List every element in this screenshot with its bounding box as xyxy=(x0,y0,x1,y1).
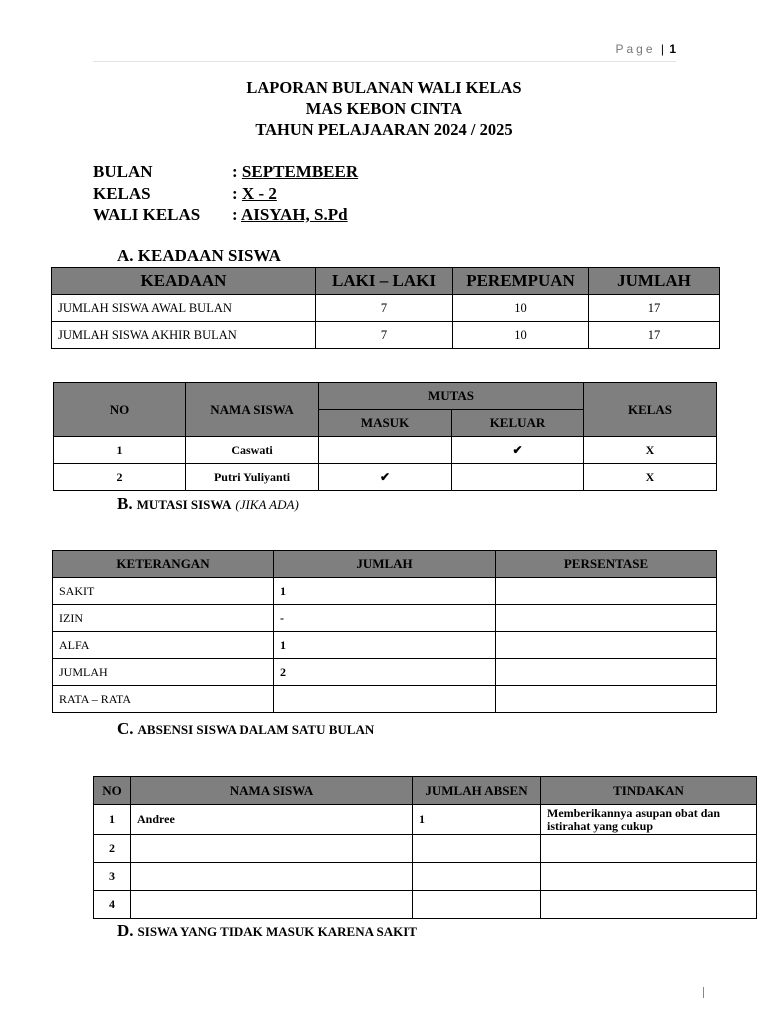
table-header-row xyxy=(52,268,720,295)
jumlah-absen-cell xyxy=(413,863,541,891)
masuk-check: ✔ xyxy=(319,464,452,491)
masuk-check xyxy=(319,437,452,464)
table-row xyxy=(52,295,720,322)
nama-cell: Andree xyxy=(131,805,413,835)
col-header-keluar: KELUAR xyxy=(452,410,584,437)
section-c-title xyxy=(117,719,374,739)
report-title-line-1: LAPORAN BULANAN WALI KELAS xyxy=(246,78,522,97)
info-kelas-label: KELAS xyxy=(93,184,151,203)
no-cell: 2 xyxy=(54,464,186,491)
table-header-row xyxy=(94,777,757,805)
section-d-label: SISWA YANG TIDAK MASUK KARENA SAKIT xyxy=(137,924,417,939)
section-d-title xyxy=(117,921,417,941)
info-kelas-value: X - 2 xyxy=(241,184,277,203)
table-row xyxy=(54,464,717,491)
info-wali: WALI KELAS : AISYAH, S.Pd xyxy=(93,205,348,224)
info-bulan: BULAN : SEPTEMBEER xyxy=(93,162,359,181)
keluar-check xyxy=(452,464,584,491)
page-label: Page xyxy=(615,42,656,56)
table-header-row xyxy=(54,383,717,410)
keterangan-cell: JUMLAH xyxy=(53,659,274,686)
table-row xyxy=(52,322,720,349)
no-cell: 1 xyxy=(94,805,131,835)
table-row xyxy=(54,437,717,464)
jumlah-cell: - xyxy=(274,605,496,632)
tindakan-cell xyxy=(541,891,757,919)
keluar-check: ✔ xyxy=(452,437,584,464)
persentase-cell xyxy=(496,659,717,686)
perempuan-cell: 10 xyxy=(453,322,589,349)
nama-cell: Putri Yuliyanti xyxy=(186,464,319,491)
keadaan-cell: JUMLAH SISWA AWAL BULAN xyxy=(52,295,316,322)
siswa-sakit-table xyxy=(93,776,757,919)
jumlah-absen-cell xyxy=(413,891,541,919)
info-bulan-value: SEPTEMBEER xyxy=(241,162,359,181)
report-title-line-2: MAS KEBON CINTA xyxy=(305,99,463,118)
laki-cell: 7 xyxy=(316,322,453,349)
table-header-row xyxy=(53,551,717,578)
perempuan-cell: 10 xyxy=(453,295,589,322)
col-header-tindakan: TINDAKAN xyxy=(541,777,757,805)
table-row xyxy=(53,632,717,659)
jumlah-cell: 1 xyxy=(274,578,496,605)
jumlah-cell xyxy=(274,686,496,713)
col-header-jumlah: JUMLAH xyxy=(589,268,720,295)
nama-cell xyxy=(131,863,413,891)
keterangan-cell: IZIN xyxy=(53,605,274,632)
section-b-title xyxy=(117,494,299,514)
kelas-cell: X xyxy=(584,464,717,491)
col-header-masuk: MASUK xyxy=(319,410,452,437)
persentase-cell xyxy=(496,686,717,713)
keterangan-cell: SAKIT xyxy=(53,578,274,605)
persentase-cell xyxy=(496,578,717,605)
jumlah-cell: 1 xyxy=(274,632,496,659)
info-kelas: KELAS : X - 2 xyxy=(93,184,277,203)
col-header-perempuan: PEREMPUAN xyxy=(453,268,589,295)
nama-cell xyxy=(131,835,413,863)
no-cell: 2 xyxy=(94,835,131,863)
nama-cell: Caswati xyxy=(186,437,319,464)
laki-cell: 7 xyxy=(316,295,453,322)
report-title-line-3: TAHUN PELAJAARAN 2024 / 2025 xyxy=(255,120,513,139)
no-cell: 3 xyxy=(94,863,131,891)
section-c-letter: C. xyxy=(117,719,134,738)
col-header-persentase: PERSENTASE xyxy=(496,551,717,578)
persentase-cell xyxy=(496,605,717,632)
tindakan-cell xyxy=(541,835,757,863)
page-separator: | xyxy=(660,42,664,56)
section-c-label: ABSENSI SISWA DALAM SATU BULAN xyxy=(137,722,375,737)
section-a-title: A. KEADAAN SISWA xyxy=(117,246,281,265)
table-row xyxy=(94,835,757,863)
persentase-cell xyxy=(496,632,717,659)
section-d-letter: D. xyxy=(117,921,134,940)
nama-cell xyxy=(131,891,413,919)
info-wali-label: WALI KELAS xyxy=(93,205,201,224)
jumlah-absen-cell xyxy=(413,835,541,863)
no-cell: 4 xyxy=(94,891,131,919)
info-wali-value: AISYAH, S.Pd xyxy=(240,205,348,224)
page-header xyxy=(93,42,676,62)
kelas-cell: X xyxy=(584,437,717,464)
table-row xyxy=(53,659,717,686)
table-row xyxy=(53,578,717,605)
col-header-nama: NAMA SISWA xyxy=(131,777,413,805)
table-row xyxy=(53,686,717,713)
table-row xyxy=(53,605,717,632)
col-header-no: NO xyxy=(94,777,131,805)
info-bulan-label: BULAN xyxy=(93,162,153,181)
col-header-nama: NAMA SISWA xyxy=(186,383,319,437)
jumlah-cell: 17 xyxy=(589,322,720,349)
section-b-subtitle: (JIKA ADA) xyxy=(235,497,299,512)
jumlah-absen-cell: 1 xyxy=(413,805,541,835)
footer-divider xyxy=(703,987,704,998)
section-b-letter: B. xyxy=(117,494,133,513)
col-header-mutasi: MUTAS xyxy=(319,383,584,410)
jumlah-cell: 2 xyxy=(274,659,496,686)
tindakan-cell xyxy=(541,863,757,891)
col-header-jumlah: JUMLAH xyxy=(274,551,496,578)
col-header-kelas: KELAS xyxy=(584,383,717,437)
table-row xyxy=(94,891,757,919)
keadaan-siswa-table xyxy=(51,267,720,349)
table-row xyxy=(94,805,757,835)
no-cell: 1 xyxy=(54,437,186,464)
jumlah-cell: 17 xyxy=(589,295,720,322)
col-header-no: NO xyxy=(54,383,186,437)
keterangan-cell: ALFA xyxy=(53,632,274,659)
table-row xyxy=(94,863,757,891)
absensi-table xyxy=(52,550,717,713)
col-header-jumlah-absen: JUMLAH ABSEN xyxy=(413,777,541,805)
col-header-keterangan: KETERANGAN xyxy=(53,551,274,578)
col-header-laki: LAKI – LAKI xyxy=(316,268,453,295)
page-number: 1 xyxy=(669,42,676,56)
mutasi-siswa-table xyxy=(53,382,717,491)
keadaan-cell: JUMLAH SISWA AKHIR BULAN xyxy=(52,322,316,349)
tindakan-cell: Memberikannya asupan obat dan istirahat yang cukup xyxy=(541,805,757,835)
section-b-label: MUTASI SISWA xyxy=(136,497,232,512)
col-header-keadaan: KEADAAN xyxy=(52,268,316,295)
keterangan-cell: RATA – RATA xyxy=(53,686,274,713)
